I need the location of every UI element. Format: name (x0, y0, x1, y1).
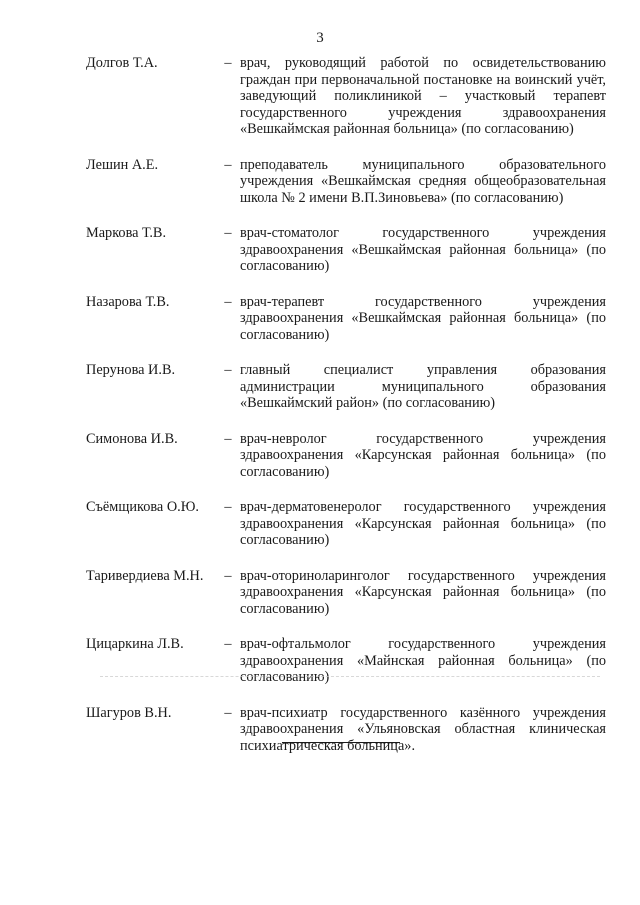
list-item (86, 362, 606, 412)
list-item (86, 568, 606, 618)
list-item (86, 431, 606, 481)
dash-separator: – (224, 636, 232, 652)
list-item (86, 705, 606, 755)
dash-separator: – (224, 704, 232, 721)
dash-separator: – (224, 567, 232, 584)
list-item (86, 225, 606, 275)
scan-artifact-divider (100, 676, 600, 681)
list-item (86, 294, 606, 344)
member-name: Шагуров В.Н. (86, 704, 172, 721)
member-name: Лешин А.Е. (86, 156, 159, 173)
member-description: врач-стоматолог государственного учреждения здравоохранения «Вешкаймская районная больница» (по согласованию) (240, 225, 606, 274)
member-description: врач-оториноларинголог государственного учреждения здравоохранения «Карсунская районная больница» (по согласованию) (240, 567, 606, 617)
list-item (86, 55, 606, 138)
member-name: Назарова Т.В. (86, 293, 170, 310)
member-description: врач-психиатр государственного казённого учреждения здравоохранения «Ульяновская областная клиническая психиатрическая больница». (240, 704, 606, 754)
member-description: врач-офтальмолог государственного учреждения здравоохранения «Майнская районная больница» (по согласованию) (240, 636, 606, 685)
dash-separator: – (224, 430, 232, 447)
member-description: врач, руководящий работой по освидетельствованию граждан при первоначальной постановке на воинский учёт, заведующий поликлиникой – участковый терапевт государственного учреждения здравоохранения «Вешкаймская районная больница» (по согласованию) (240, 55, 606, 137)
dash-separator: – (224, 225, 232, 241)
dash-separator: – (224, 293, 232, 310)
page-number: 3 (316, 30, 324, 46)
dash-separator: – (224, 55, 232, 71)
member-description: врач-невролог государственного учреждения здравоохранения «Карсунская районная больница» (по согласованию) (240, 430, 606, 480)
member-description: врач-дерматовенеролог государственного учреждения здравоохранения «Карсунская районная больница» (по согласованию) (240, 499, 606, 548)
list-item (86, 157, 606, 207)
member-name: Маркова Т.В. (86, 225, 167, 241)
list-item (86, 499, 606, 549)
member-description: главный специалист управления образования администрации муниципального образования «Вешкаймский район» (по согласованию) (240, 362, 606, 411)
commission-members-list (86, 55, 606, 773)
member-name: Симонова И.В. (86, 430, 178, 447)
member-description: врач-терапевт государственного учреждения здравоохранения «Вешкаймская районная больница» (по согласованию) (240, 293, 606, 343)
member-name: Перунова И.В. (86, 362, 176, 378)
member-description: преподаватель муниципального образовательного учреждения «Вешкаймская средняя общеобразовательная школа № 2 имени В.П.Зиновьева» (по согласованию) (240, 156, 606, 206)
dash-separator: – (224, 499, 232, 515)
closing-divider (282, 742, 400, 743)
dash-separator: – (224, 362, 232, 378)
member-name: Долгов Т.А. (86, 55, 158, 71)
member-name: Съёмщикова О.Ю. (86, 499, 199, 515)
member-name: Таривердиева М.Н. (86, 567, 204, 584)
member-name: Цицаркина Л.В. (86, 636, 184, 652)
dash-separator: – (224, 156, 232, 173)
